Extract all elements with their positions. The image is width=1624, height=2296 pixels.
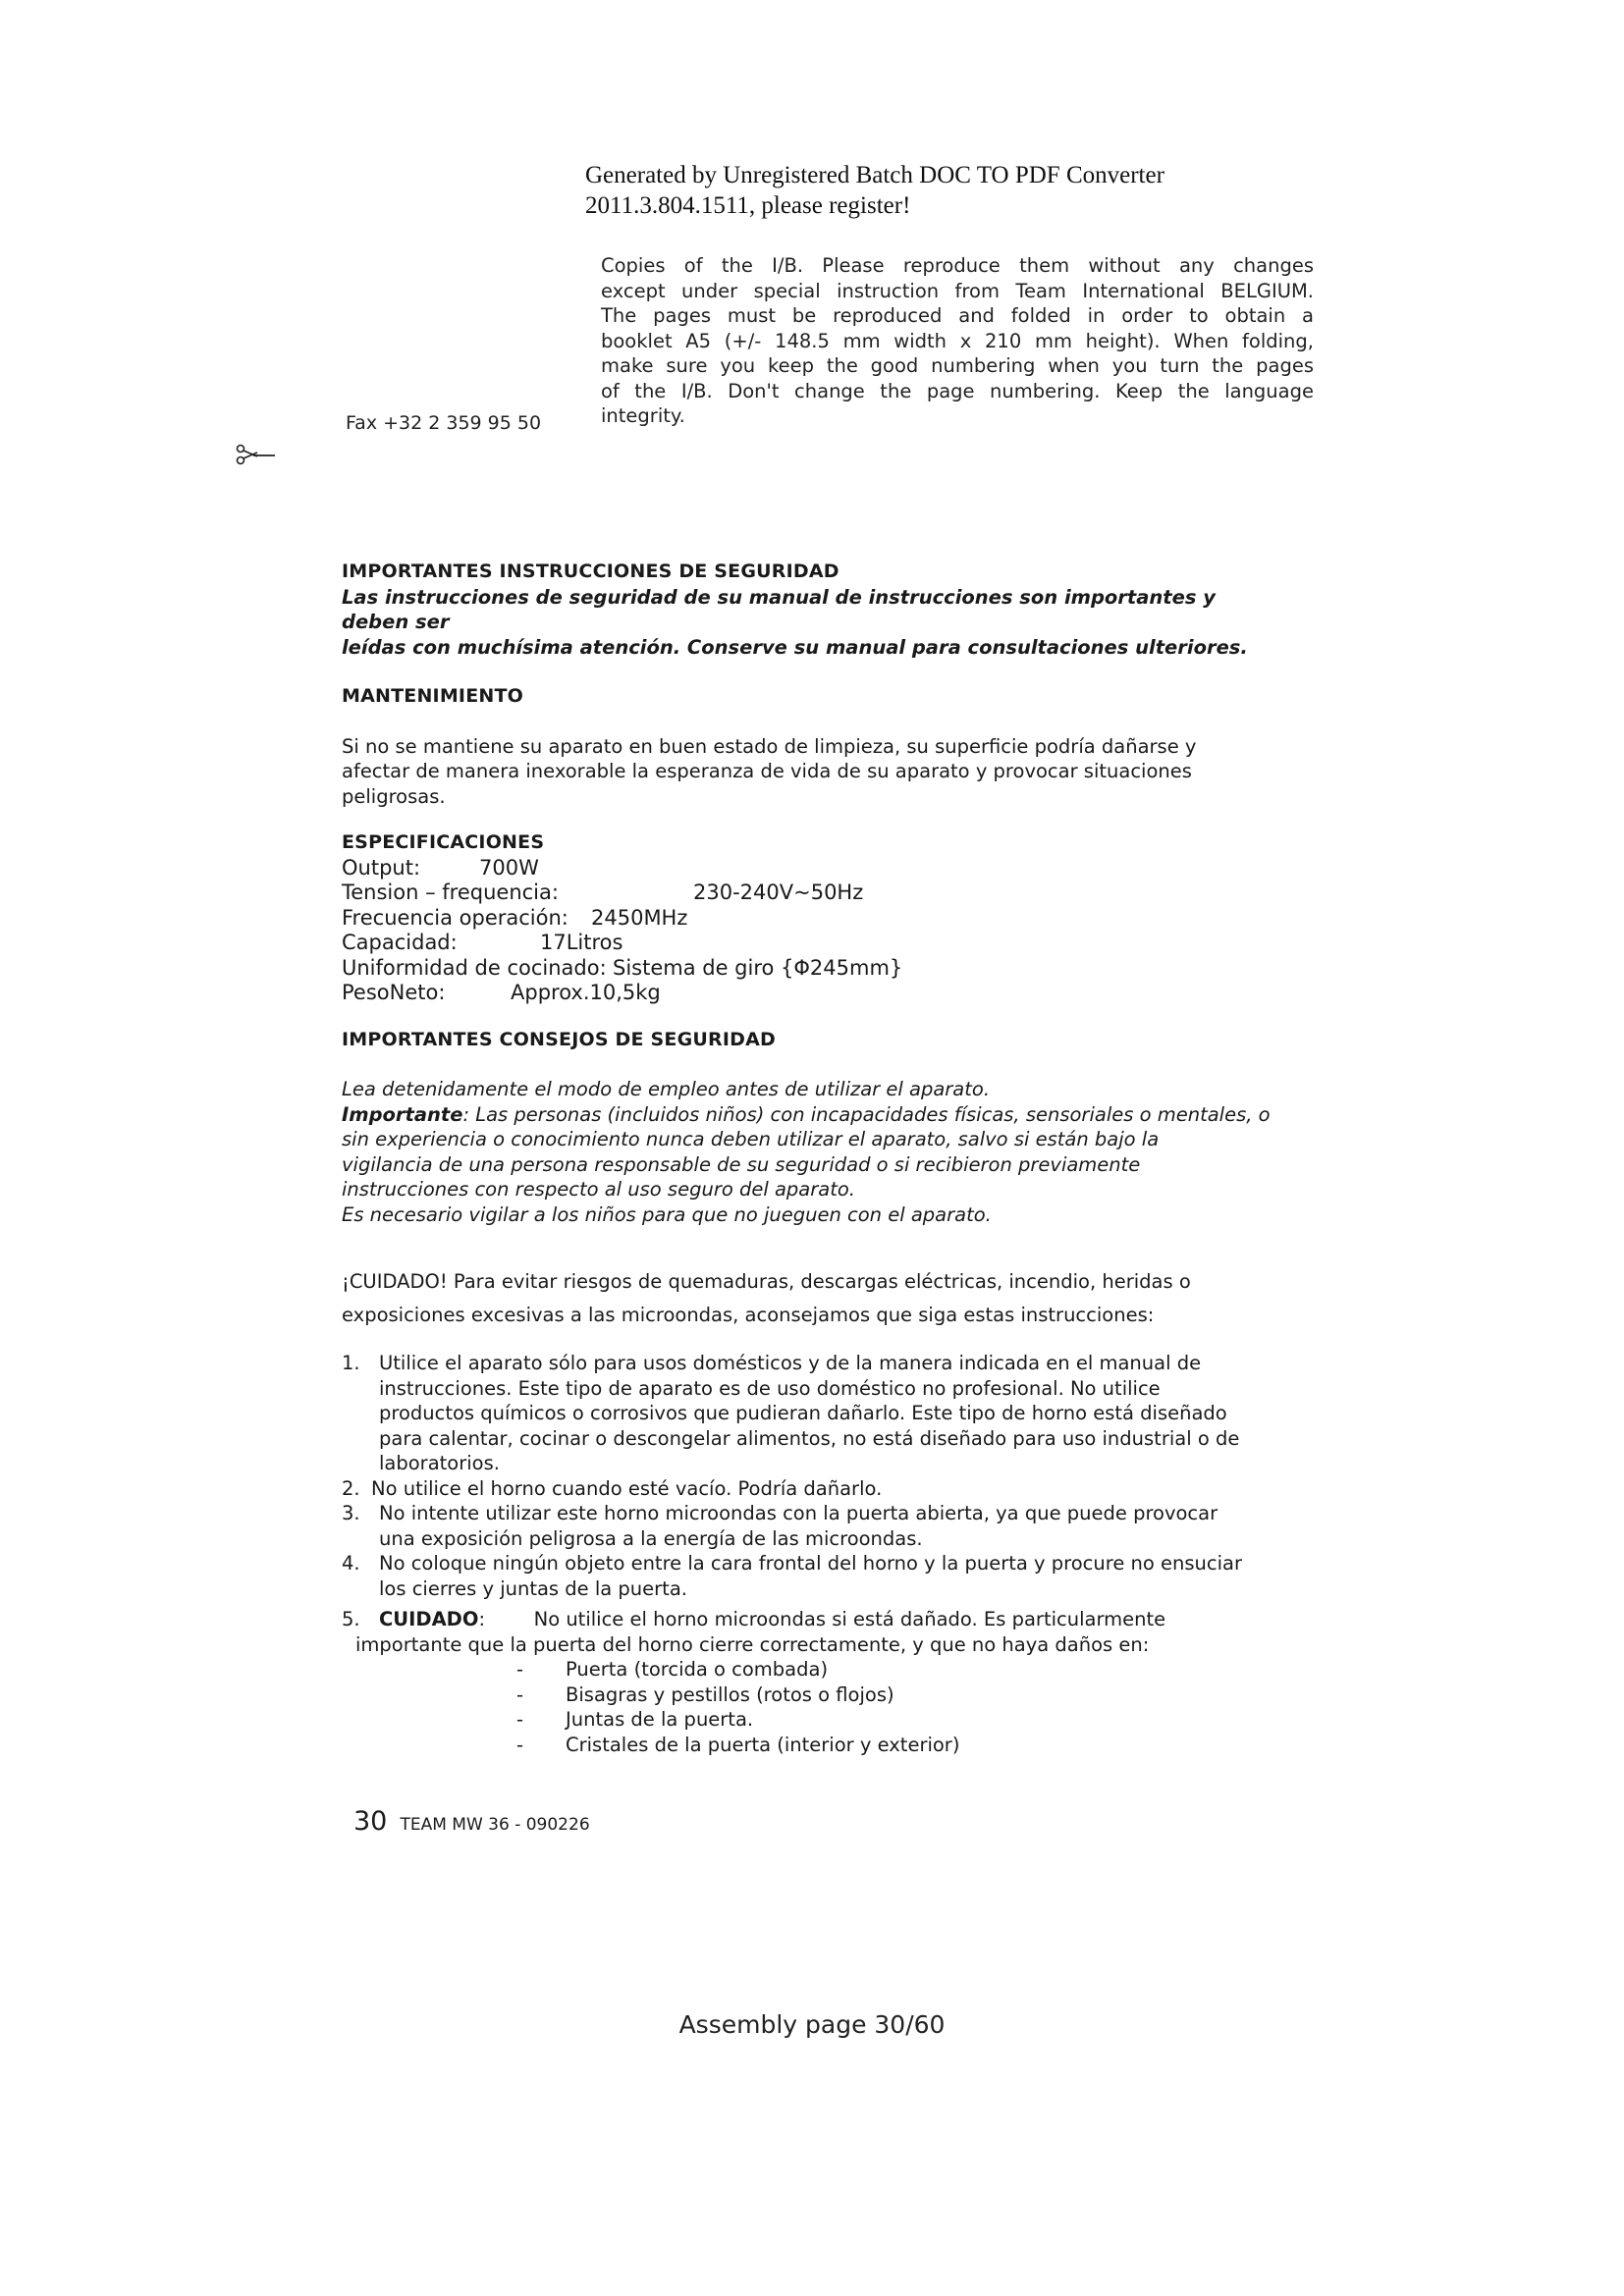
list-item [342, 1476, 1274, 1502]
spec-row [342, 881, 1274, 906]
copies-line: The pages must be reproduced and folded in order to obtain a [601, 304, 1314, 327]
maintenance-line: Si no se mantiene su aparato en buen estado de limpieza, su superficie podría dañarse y [342, 734, 1197, 758]
copies-instructions [601, 253, 1314, 429]
list-item-number: 4. [342, 1552, 360, 1575]
copies-line: booklet A5 (+/- 148.5 mm width x 210 mm height). When folding, [601, 329, 1314, 352]
sublist-item-text: Puerta (torcida o combada) [566, 1658, 829, 1681]
importante-line: sin experiencia o conocimiento nunca deben utilizar el aparato, salvo si están bajo la [342, 1128, 1160, 1150]
spec-label: Uniformidad de cocinado: [342, 955, 607, 980]
sublist-item-text: Bisagras y pestillos (rotos o flojos) [566, 1682, 894, 1706]
maintenance-line: peligrosas. [342, 784, 446, 808]
page-footer [353, 1806, 590, 1837]
safety-intro-line2: leídas con muchísima atención. Conserve su manual para consultaciones ulteriores. [342, 635, 1248, 659]
spec-value: Sistema de giro {Φ245mm} [613, 955, 903, 980]
spec-label: Frecuencia operación: [342, 905, 568, 930]
converter-notice [585, 160, 1331, 221]
spec-row [342, 931, 1274, 956]
list-item-number: 1. [342, 1352, 360, 1374]
maintenance-heading: MANTENIMIENTO [342, 685, 523, 707]
copies-line: except under special instruction from Team International BELGIUM. [601, 279, 1314, 302]
fax-number: Fax +32 2 359 95 50 [346, 412, 542, 434]
list-item-line: una exposición peligrosa a la energía de las microondas. [379, 1526, 923, 1550]
list-item-line: laboratorios. [379, 1452, 500, 1474]
damage-sublist [379, 1657, 1274, 1757]
list-item-line: importante que la puerta del horno cierre correctamente, y que no haya daños en: [355, 1632, 1150, 1656]
list-item-line: No coloque ningún objeto entre la cara frontal del horno y la puerta y procure no ensuciar [379, 1552, 1242, 1575]
main-content [342, 560, 1274, 1757]
assembly-page-label: Assembly page 30/60 [678, 2010, 946, 2039]
spec-row [342, 956, 1274, 982]
list-item [342, 1501, 1274, 1551]
spec-row [342, 906, 1274, 932]
document-code: TEAM MW 36 - 090226 [400, 1815, 590, 1835]
spec-value: 700W [479, 855, 539, 880]
scissors-icon [234, 440, 277, 469]
copies-line: Copies of the I/B. Please reproduce them without any changes [601, 254, 1314, 277]
list-item-line: productos químicos o corrosivos que pudieran dañarlo. Este tipo de horno está diseñado [379, 1402, 1227, 1424]
list-item [342, 1551, 1274, 1601]
converter-notice-line2: 2011.3.804.1511, please register! [585, 192, 911, 219]
sublist-item: - Puerta (torcida o combada) [516, 1658, 829, 1681]
safety-heading: IMPORTANTES INSTRUCCIONES DE SEGURIDAD [342, 561, 839, 582]
list-item-line: No intente utilizar este horno microondas con la puerta abierta, ya que puede provocar [379, 1502, 1218, 1524]
copies-line: integrity. [601, 404, 685, 427]
list-item-number: 2. [342, 1476, 360, 1500]
advice-importante [342, 1102, 1274, 1202]
spec-label: PesoNeto: [342, 981, 446, 1004]
list-item-line: para calentar, cocinar o descongelar alimentos, no está diseñado para uso industrial o de [379, 1426, 1240, 1450]
list-item-line: Utilice el aparato sólo para usos domésticos y de la manera indicada en el manual de [379, 1352, 1202, 1374]
sublist-item: - Bisagras y pestillos (rotos o flojos) [516, 1682, 894, 1706]
list-item-line: los cierres y juntas de la puerta. [379, 1576, 687, 1600]
list-item-line: No utilice el horno cuando esté vacío. Podría dañarlo. [371, 1476, 883, 1500]
spec-value: 17Litros [540, 931, 623, 954]
copies-line: of the I/B. Don't change the page numbering. Keep the language [601, 379, 1314, 402]
spec-value: Approx.10,5kg [511, 981, 661, 1004]
sublist-item: - Cristales de la puerta (interior y exterior) [516, 1733, 960, 1756]
maintenance-text [342, 734, 1274, 810]
list-item-line: instrucciones. Este tipo de aparato es de uso doméstico no profesional. No utilice [379, 1376, 1161, 1400]
spec-row [342, 981, 1274, 1006]
cuidado-line1: ¡CUIDADO! Para evitar riesgos de quemaduras, descargas eléctricas, incendio, heridas o [342, 1270, 1191, 1293]
copies-line: make sure you keep the good numbering when you turn the pages [601, 354, 1314, 377]
maintenance-line: afectar de manera inexorable la esperanza de vida de su aparato y provocar situaciones [342, 760, 1192, 782]
list-item [342, 1351, 1274, 1476]
list-item [342, 1607, 1274, 1757]
cuidado-label: CUIDADO [379, 1608, 479, 1630]
importante-line: vigilancia de una persona responsable de su seguridad o si recibieron previamente [342, 1152, 1141, 1176]
advice-heading: IMPORTANTES CONSEJOS DE SEGURIDAD [342, 1028, 776, 1050]
converter-notice-line1: Generated by Unregistered Batch DOC TO PDF Converter [585, 162, 1164, 188]
spec-label: Tension – frequencia: [342, 881, 559, 904]
list-item-line: : No utilice el horno microondas si está dañado. Es particularmente [478, 1608, 1166, 1630]
spec-label: Capacidad: [342, 931, 458, 954]
spec-value: 2450MHz [591, 905, 688, 930]
specs-heading: ESPECIFICACIONES [342, 831, 545, 853]
importante-line: instrucciones con respecto al uso seguro del aparato. [342, 1178, 855, 1201]
spec-label: Output: [342, 855, 421, 880]
list-item-number: 3. [342, 1502, 360, 1524]
safety-intro-line1: Las instrucciones de seguridad de su manual de instrucciones son importantes y deben ser [342, 585, 1216, 633]
list-item-number: 5. [342, 1608, 360, 1630]
advice-children: Es necesario vigilar a los niños para que no jueguen con el aparato. [342, 1202, 992, 1226]
sublist-item-text: Juntas de la puerta. [566, 1708, 754, 1731]
spec-value: 230-240V~50Hz [693, 881, 864, 904]
advice-read-line: Lea detenidamente el modo de empleo antes de utilizar el aparato. [342, 1078, 991, 1100]
importante-line: : Las personas (incluidos niños) con incapacidades físicas, sensoriales o mentales, o [462, 1102, 1271, 1126]
instructions-list [342, 1351, 1274, 1757]
sublist-item: - Juntas de la puerta. [516, 1708, 754, 1731]
specs-table [342, 856, 1274, 1006]
cuidado-line2: exposiciones excesivas a las microondas, aconsejamos que siga estas instrucciones: [342, 1304, 1155, 1326]
sublist-item-text: Cristales de la puerta (interior y exterior) [566, 1733, 960, 1756]
importante-label: Importante [342, 1102, 463, 1126]
spec-row [342, 856, 1274, 881]
page-number: 30 [353, 1806, 388, 1837]
